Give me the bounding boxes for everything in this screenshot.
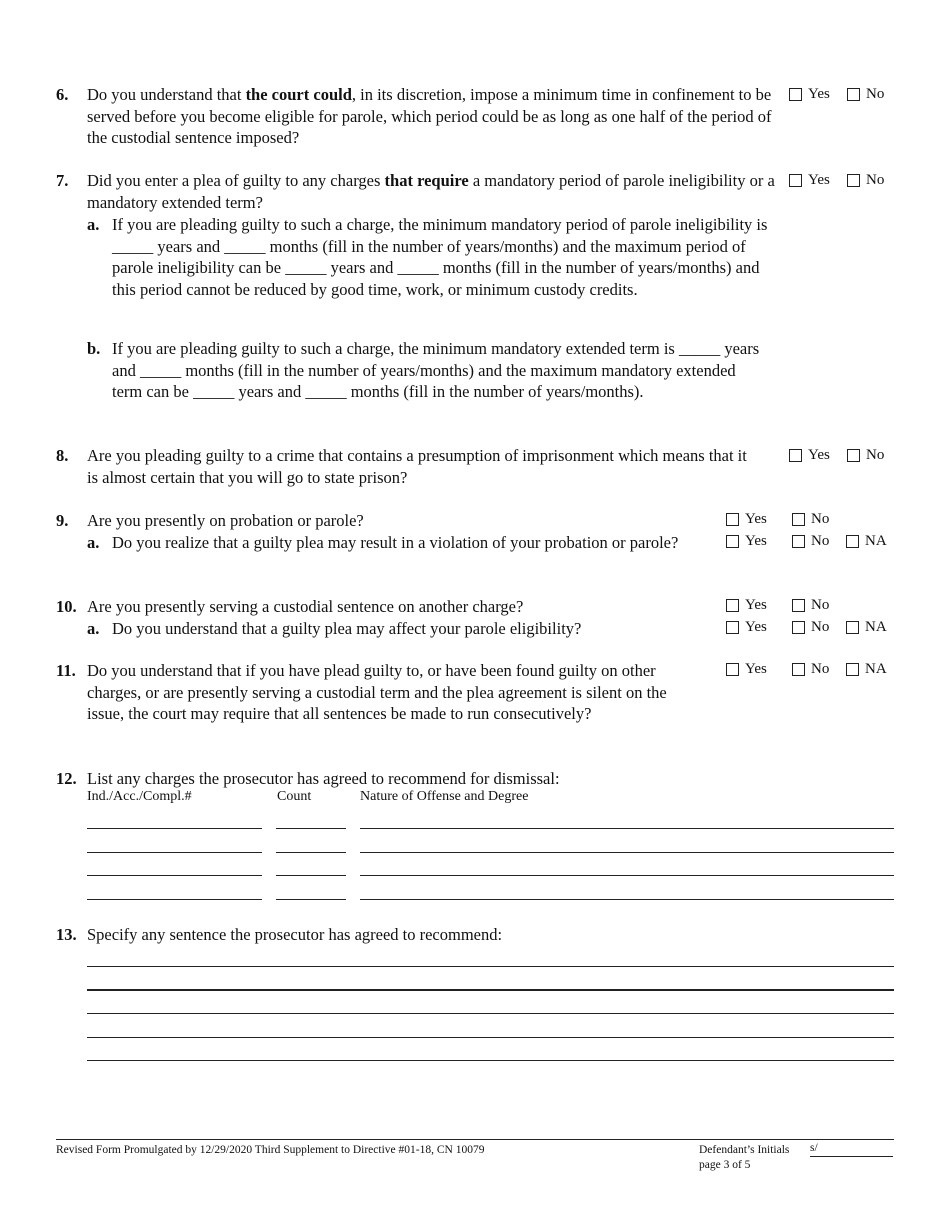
dismissal-row-2-ind-line[interactable] bbox=[87, 852, 262, 853]
question-text: Are you presently serving a custodial sentence on another charge? bbox=[87, 597, 524, 616]
dismissal-row-4-count-line[interactable] bbox=[276, 899, 346, 900]
dismissal-row-1-count-line[interactable] bbox=[276, 828, 346, 829]
question-number: 10. bbox=[56, 597, 77, 616]
checkbox-box[interactable] bbox=[846, 535, 859, 548]
sub-question-text: If you are pleading guilty to such a charge, the minimum mandatory period of parole ineligibility is _____ years and _____ months (fill in the number of years/months) and the maximum period of parole ineligibility can be _____ years and _____ months (fill in the number of years/months) and this period cannot be reduced by good time, work, or minimum custody credits. bbox=[112, 215, 768, 299]
sub-letter: a. bbox=[87, 215, 100, 234]
footer-rule bbox=[56, 1139, 894, 1140]
checkbox-box[interactable] bbox=[789, 449, 802, 462]
dismissal-row-3-count-line[interactable] bbox=[276, 875, 346, 876]
question-number: 12. bbox=[56, 769, 77, 788]
dismissal-row-3-ind-line[interactable] bbox=[87, 875, 262, 876]
question-number: 6. bbox=[56, 85, 69, 104]
q11-no-checkbox[interactable]: No bbox=[792, 661, 829, 677]
question-text: Did you enter a plea of guilty to any charges that require a mandatory period of parole ineligibility or a mandatory extended term? bbox=[87, 171, 775, 212]
question-text: List any charges the prosecutor has agreed to recommend for dismissal: bbox=[87, 769, 560, 788]
checkbox-box[interactable] bbox=[789, 174, 802, 187]
sub-question-text: If you are pleading guilty to such a charge, the minimum mandatory extended term is _____ years and _____ months (fill in the number of years/months) and the maximum mandatory extended term can be _____ years and _____ months (fill in the number of years/months). bbox=[112, 339, 760, 402]
question-number: 11. bbox=[56, 661, 76, 680]
sub-letter: b. bbox=[87, 339, 101, 358]
q7-no-checkbox[interactable]: No bbox=[847, 172, 884, 188]
question-number: 7. bbox=[56, 171, 69, 190]
q9a-no-checkbox[interactable]: No bbox=[792, 533, 829, 549]
checkbox-box[interactable] bbox=[726, 513, 739, 526]
question-number: 9. bbox=[56, 511, 69, 530]
q11-na-checkbox[interactable]: NA bbox=[846, 661, 887, 677]
dismissal-row-4-nature-line[interactable] bbox=[360, 899, 894, 900]
checkbox-box[interactable] bbox=[726, 535, 739, 548]
q10-no-checkbox[interactable]: No bbox=[792, 597, 829, 613]
q11-yes-checkbox[interactable]: Yes bbox=[726, 661, 767, 677]
column-header-count: Count bbox=[277, 789, 312, 804]
question-text: Do you understand that if you have plead guilty to, or have been found guilty on other charges, or are presently serving a custodial term and the plea agreement is silent on the issue, the court may require that all sentences be made to run consecutively? bbox=[87, 661, 667, 724]
sub-question-text: Do you realize that a guilty plea may result in a violation of your probation or parole? bbox=[112, 533, 679, 552]
checkbox-box[interactable] bbox=[847, 174, 860, 187]
checkbox-box[interactable] bbox=[726, 621, 739, 634]
checkbox-box[interactable] bbox=[726, 663, 739, 676]
q10a-yes-checkbox[interactable]: Yes bbox=[726, 619, 767, 635]
defendant-initials-label: Defendant’s Initials bbox=[699, 1144, 790, 1156]
checkbox-box[interactable] bbox=[846, 663, 859, 676]
checkbox-box[interactable] bbox=[789, 88, 802, 101]
dismissal-row-2-count-line[interactable] bbox=[276, 852, 346, 853]
dismissal-row-2-nature-line[interactable] bbox=[360, 852, 894, 853]
q6-yes-checkbox[interactable]: Yes bbox=[789, 86, 830, 102]
dismissal-row-3-nature-line[interactable] bbox=[360, 875, 894, 876]
column-header-nature-of-offense: Nature of Offense and Degree bbox=[360, 789, 529, 804]
q9-no-checkbox[interactable]: No bbox=[792, 511, 829, 527]
q9-yes-checkbox[interactable]: Yes bbox=[726, 511, 767, 527]
checkbox-box[interactable] bbox=[792, 513, 805, 526]
sentence-line-1[interactable] bbox=[87, 966, 894, 967]
sentence-line-2[interactable] bbox=[87, 989, 894, 991]
checkbox-box[interactable] bbox=[726, 599, 739, 612]
question-text: Do you understand that the court could, in its discretion, impose a minimum time in confinement to be served before you become eligible for parole, which period could be as long as one half of the period of the custodial sentence imposed? bbox=[87, 85, 772, 148]
q9a-yes-checkbox[interactable]: Yes bbox=[726, 533, 767, 549]
checkbox-box[interactable] bbox=[847, 449, 860, 462]
checkbox-box[interactable] bbox=[792, 621, 805, 634]
q10-yes-checkbox[interactable]: Yes bbox=[726, 597, 767, 613]
question-number: 13. bbox=[56, 925, 77, 944]
q8-no-checkbox[interactable]: No bbox=[847, 447, 884, 463]
question-text: Specify any sentence the prosecutor has agreed to recommend: bbox=[87, 925, 503, 944]
checkbox-box[interactable] bbox=[792, 663, 805, 676]
checkbox-box[interactable] bbox=[792, 535, 805, 548]
sub-letter: a. bbox=[87, 533, 100, 552]
defendant-initials-value[interactable]: s/ bbox=[810, 1142, 818, 1154]
footer-revision-text: Revised Form Promulgated by 12/29/2020 Third Supplement to Directive #01-18, CN 10079 bbox=[56, 1144, 485, 1156]
question-text: Are you presently on probation or parole? bbox=[87, 511, 364, 530]
q8-yes-checkbox[interactable]: Yes bbox=[789, 447, 830, 463]
q9a-na-checkbox[interactable]: NA bbox=[846, 533, 887, 549]
sub-question-text: Do you understand that a guilty plea may affect your parole eligibility? bbox=[112, 619, 582, 638]
dismissal-row-1-ind-line[interactable] bbox=[87, 828, 262, 829]
column-header-ind-acc-compl: Ind./Acc./Compl.# bbox=[87, 789, 192, 804]
sub-letter: a. bbox=[87, 619, 100, 638]
sentence-line-5[interactable] bbox=[87, 1060, 894, 1061]
checkbox-box[interactable] bbox=[846, 621, 859, 634]
checkbox-box[interactable] bbox=[847, 88, 860, 101]
q7-yes-checkbox[interactable]: Yes bbox=[789, 172, 830, 188]
dismissal-row-1-nature-line[interactable] bbox=[360, 828, 894, 829]
question-text: Are you pleading guilty to a crime that contains a presumption of imprisonment which means that it is almost certain that you will go to state prison? bbox=[87, 446, 747, 487]
dismissal-row-4-ind-line[interactable] bbox=[87, 899, 262, 900]
page-number: page 3 of 5 bbox=[699, 1159, 751, 1171]
initials-underline[interactable] bbox=[810, 1156, 893, 1157]
q6-no-checkbox[interactable]: No bbox=[847, 86, 884, 102]
question-number: 8. bbox=[56, 446, 69, 465]
q10a-na-checkbox[interactable]: NA bbox=[846, 619, 887, 635]
checkbox-box[interactable] bbox=[792, 599, 805, 612]
q10a-no-checkbox[interactable]: No bbox=[792, 619, 829, 635]
sentence-line-3[interactable] bbox=[87, 1013, 894, 1014]
sentence-line-4[interactable] bbox=[87, 1037, 894, 1038]
